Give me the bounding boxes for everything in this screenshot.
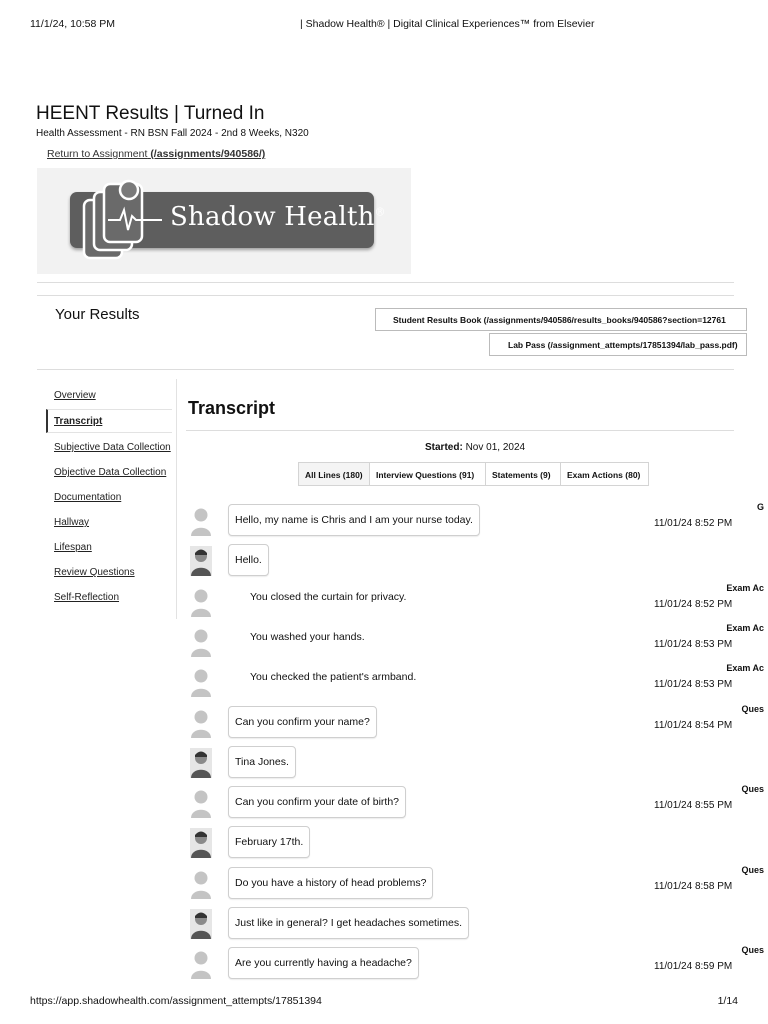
exam-action-text: You washed your hands. xyxy=(250,630,365,643)
line-timestamp: 11/01/24 8:52 PM xyxy=(654,518,733,529)
line-type-label: Ques xyxy=(741,945,764,956)
transcript-line xyxy=(186,663,768,701)
print-header xyxy=(0,18,768,34)
line-type-label: Ques xyxy=(741,864,764,875)
transcript-line xyxy=(186,905,768,943)
sidebar-item-hallway[interactable]: Hallway xyxy=(54,517,90,528)
your-results-heading: Your Results xyxy=(55,306,140,323)
tab-statements[interactable]: Statements (9) xyxy=(485,462,561,486)
print-page-number: 1/14 xyxy=(717,995,738,1007)
divider xyxy=(37,295,734,296)
sidebar-item-documentation[interactable]: Documentation xyxy=(54,492,122,503)
started-label: Started: xyxy=(425,442,463,453)
dialogue-bubble: Can you confirm your name? xyxy=(228,706,377,738)
dialogue-bubble: Do you have a history of head problems? xyxy=(228,867,433,899)
exam-action-text: You closed the curtain for privacy. xyxy=(250,590,407,603)
divider xyxy=(37,282,734,283)
tab-all-lines[interactable]: All Lines (180) xyxy=(298,462,370,486)
transcript-line xyxy=(186,824,768,862)
logo-wordmark xyxy=(170,202,386,232)
transcript-line xyxy=(186,865,768,903)
sidebar-item-self-reflection[interactable]: Self-Reflection xyxy=(54,592,120,603)
exam-action-text: You checked the patient's armband. xyxy=(250,671,417,684)
line-type-label: Exam Ac xyxy=(726,663,764,674)
line-timestamp: 11/01/24 8:55 PM xyxy=(654,800,733,812)
line-timestamp: 11/01/24 8:58 PM xyxy=(654,880,733,892)
patient-avatar-icon xyxy=(190,748,212,778)
transcript-line xyxy=(186,623,768,661)
return-link-path: (/assignments/940586/) xyxy=(150,148,266,160)
dialogue-bubble: Hello. xyxy=(228,544,269,576)
tab-interview-questions[interactable]: Interview Questions (91) xyxy=(369,462,486,486)
course-name: Health Assessment - RN BSN Fall 2024 - 2nd 8 Weeks, N320 xyxy=(36,128,309,139)
logo-text: Shadow Health xyxy=(170,202,375,232)
transcript-line xyxy=(186,542,768,580)
results-sidebar xyxy=(46,379,177,619)
dialogue-bubble: February 17th. xyxy=(228,826,310,858)
transcript-line xyxy=(186,784,768,822)
return-link-label: Return to Assignment xyxy=(47,148,148,160)
transcript-line xyxy=(186,502,768,540)
sidebar-item-overview[interactable]: Overview xyxy=(54,390,96,401)
student-avatar-icon xyxy=(190,667,212,697)
line-timestamp: 11/01/24 8:53 PM xyxy=(654,679,733,691)
patient-avatar-icon xyxy=(190,909,212,939)
transcript-line xyxy=(186,945,768,983)
divider xyxy=(186,430,734,431)
patient-avatar-icon xyxy=(190,546,212,576)
sidebar-item-subjective-data-collection[interactable]: Subjective Data Collection xyxy=(54,442,171,453)
student-avatar-icon xyxy=(190,587,212,617)
sidebar-item-lifespan[interactable]: Lifespan xyxy=(54,542,92,553)
transcript-filter-tabs xyxy=(299,462,649,486)
page-title: HEENT Results | Turned In xyxy=(36,103,265,124)
return-to-assignment-link[interactable] xyxy=(47,148,265,160)
print-page-title: | Shadow Health® | Digital Clinical Experiences™ from Elsevier xyxy=(300,18,595,30)
transcript-title: Transcript xyxy=(188,398,276,418)
line-timestamp: 11/01/24 8:59 PM xyxy=(654,961,733,973)
dialogue-bubble: Hello, my name is Chris and I am your nurse today. xyxy=(228,504,480,536)
student-results-book-button[interactable]: Student Results Book (/assignments/940586/results_books/940586?section=12761 xyxy=(375,308,747,331)
dialogue-bubble: Just like in general? I get headaches sometimes. xyxy=(228,907,469,939)
dialogue-bubble: Can you confirm your date of birth? xyxy=(228,786,406,818)
sidebar-item-objective-data-collection[interactable]: Objective Data Collection xyxy=(54,467,167,478)
patient-avatar-icon xyxy=(190,828,212,858)
dialogue-bubble: Tina Jones. xyxy=(228,746,296,778)
tab-exam-actions[interactable]: Exam Actions (80) xyxy=(560,462,649,486)
transcript-line xyxy=(186,744,768,782)
dialogue-bubble: Are you currently having a headache? xyxy=(228,947,419,979)
print-url: https://app.shadowhealth.com/assignment_attempts/17851394 xyxy=(30,995,322,1007)
student-avatar-icon xyxy=(190,627,212,657)
started-date xyxy=(425,442,525,453)
divider xyxy=(37,369,734,370)
line-timestamp: 11/01/24 8:53 PM xyxy=(654,638,733,650)
print-datetime: 11/1/24, 10:58 PM xyxy=(30,18,116,30)
transcript-line xyxy=(186,704,768,742)
line-timestamp: 11/01/24 8:52 PM xyxy=(654,598,733,610)
line-type-label: G xyxy=(756,502,764,512)
student-avatar-icon xyxy=(190,949,212,979)
line-type-label: Ques xyxy=(741,703,764,714)
student-avatar-icon xyxy=(190,708,212,738)
line-timestamp: 11/01/24 8:54 PM xyxy=(654,719,733,731)
shadow-health-logo xyxy=(37,168,411,274)
transcript-line xyxy=(186,583,768,621)
logo-mark-icon xyxy=(70,178,170,266)
line-type-label: Ques xyxy=(741,784,764,795)
line-type-label: Exam Ac xyxy=(726,622,764,633)
sidebar-item-transcript[interactable]: Transcript xyxy=(46,409,172,433)
sidebar-item-review-questions[interactable]: Review Questions xyxy=(54,567,135,578)
logo-registered: ® xyxy=(374,205,386,219)
line-type-label: Exam Ac xyxy=(726,582,764,593)
student-avatar-icon xyxy=(190,788,212,818)
started-value: Nov 01, 2024 xyxy=(465,442,526,453)
student-avatar-icon xyxy=(190,506,212,536)
lab-pass-button[interactable]: Lab Pass (/assignment_attempts/17851394/lab_pass.pdf) xyxy=(489,333,747,356)
student-avatar-icon xyxy=(190,869,212,899)
